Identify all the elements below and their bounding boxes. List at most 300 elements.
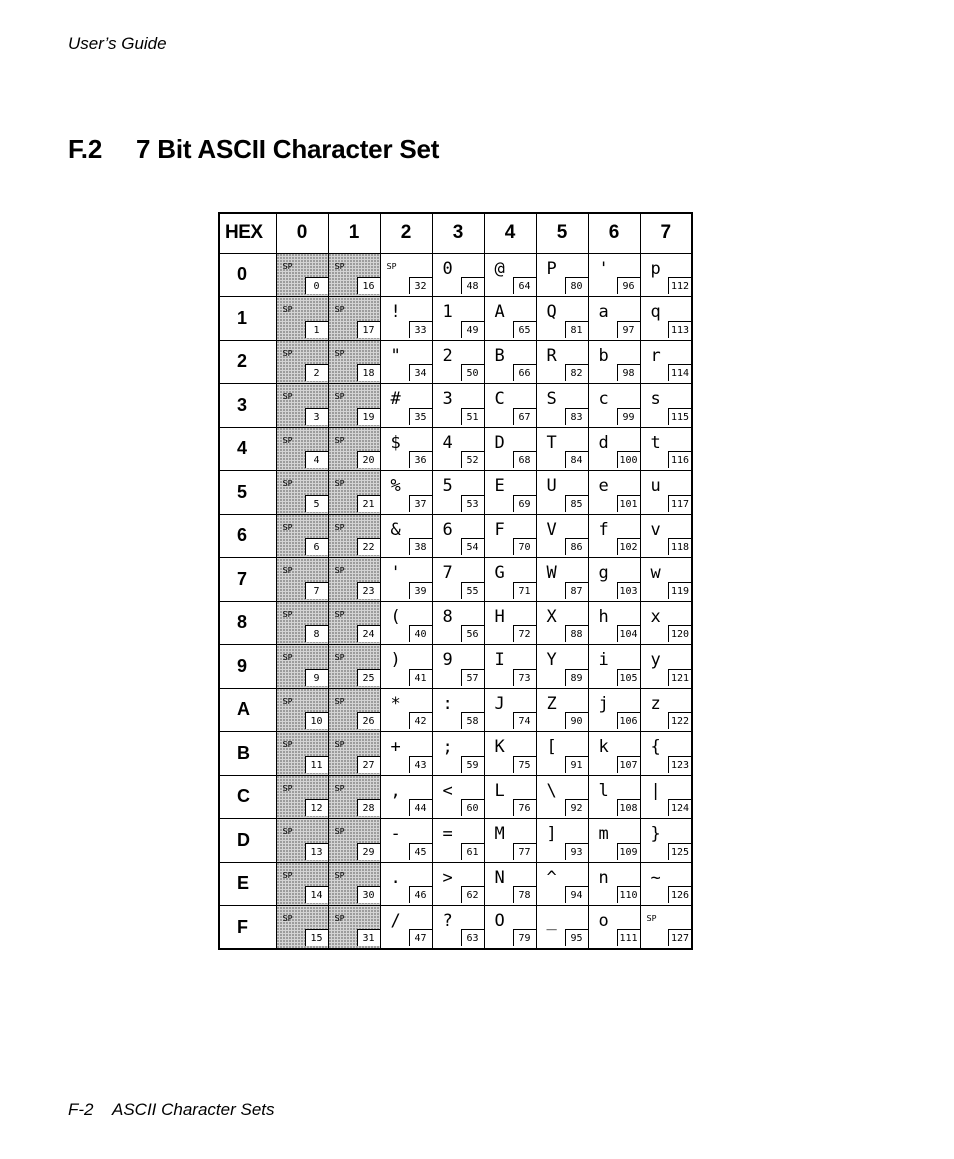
decimal-code-box: 109 (617, 843, 640, 860)
char-cell (432, 514, 484, 558)
char-glyph: ~ (650, 867, 661, 888)
char-glyph: _ (546, 911, 557, 931)
decimal-code-box: 34 (409, 364, 432, 381)
decimal-code-box: 66 (513, 364, 536, 381)
char-cell (328, 514, 380, 558)
char-cell (432, 427, 484, 471)
decimal-code-box: 92 (565, 799, 588, 816)
char-glyph: y (650, 650, 661, 670)
char-cell (484, 819, 536, 863)
decimal-code-box: 62 (461, 886, 484, 903)
char-cell (432, 775, 484, 819)
char-cell (380, 340, 432, 384)
decimal-code-box: 35 (409, 408, 432, 425)
char-cell (276, 253, 328, 297)
char-cell (276, 427, 328, 471)
decimal-code-box: 9 (305, 669, 328, 686)
page-number: F-2 (68, 1100, 94, 1119)
char-cell (328, 384, 380, 428)
char-glyph: v (650, 519, 661, 540)
decimal-code-box: 87 (565, 582, 588, 599)
char-cell (588, 340, 640, 384)
table-row (219, 645, 692, 689)
char-glyph: W (546, 563, 557, 583)
char-cell (380, 514, 432, 558)
char-glyph: SP (334, 522, 345, 532)
char-cell (588, 819, 640, 863)
char-glyph: L (494, 780, 505, 801)
char-glyph: SP (334, 261, 345, 271)
decimal-code-box: 83 (565, 408, 588, 425)
char-cell (640, 775, 692, 819)
char-cell (380, 601, 432, 645)
char-cell (484, 645, 536, 689)
column-header-6: 6 (588, 213, 640, 253)
table-row (219, 427, 692, 471)
char-cell (432, 819, 484, 863)
decimal-code-box: 31 (357, 929, 380, 946)
decimal-code-box: 76 (513, 799, 536, 816)
table-row (219, 688, 692, 732)
decimal-code-box: 53 (461, 495, 484, 512)
column-header-2: 2 (380, 213, 432, 253)
decimal-code-box: 6 (305, 538, 328, 555)
char-glyph: P (546, 258, 557, 279)
char-cell (328, 427, 380, 471)
char-glyph: ' (390, 563, 401, 583)
char-glyph: SP (334, 348, 345, 358)
char-cell (588, 732, 640, 776)
decimal-code-box: 95 (565, 929, 588, 946)
section-title: 7 Bit ASCII Character Set (136, 134, 440, 164)
char-glyph: B (494, 345, 505, 366)
decimal-code-box: 14 (305, 886, 328, 903)
char-cell (640, 601, 692, 645)
decimal-code-box: 126 (668, 886, 691, 903)
char-glyph: d (598, 432, 609, 453)
decimal-code-box: 33 (409, 321, 432, 338)
decimal-code-box: 102 (617, 538, 640, 555)
char-cell (536, 732, 588, 776)
decimal-code-box: 7 (305, 582, 328, 599)
decimal-code-box: 29 (357, 843, 380, 860)
decimal-code-box: 4 (305, 451, 328, 468)
char-cell (328, 253, 380, 297)
decimal-code-box: 101 (617, 495, 640, 512)
decimal-code-box: 32 (409, 277, 432, 294)
char-glyph: SP (282, 522, 293, 532)
char-cell (484, 906, 536, 950)
char-cell (380, 906, 432, 950)
char-glyph: N (494, 867, 505, 888)
char-cell (276, 862, 328, 906)
char-glyph: K (494, 737, 505, 757)
char-glyph: O (494, 911, 505, 931)
char-cell (484, 471, 536, 515)
char-glyph: h (598, 606, 609, 627)
char-cell (536, 819, 588, 863)
char-cell (536, 253, 588, 297)
decimal-code-box: 79 (513, 929, 536, 946)
char-glyph: T (546, 432, 557, 453)
decimal-code-box: 22 (357, 538, 380, 555)
char-cell (588, 601, 640, 645)
decimal-code-box: 121 (668, 669, 691, 686)
char-glyph: SP (334, 566, 345, 575)
char-glyph: p (650, 258, 661, 279)
table-row (219, 384, 692, 428)
decimal-code-box: 82 (565, 364, 588, 381)
row-header-9: 9 (219, 645, 276, 689)
row-header-0: 0 (219, 253, 276, 297)
decimal-code-box: 38 (409, 538, 432, 555)
decimal-code-box: 1 (305, 321, 328, 338)
decimal-code-box: 73 (513, 669, 536, 686)
decimal-code-box: 49 (461, 321, 484, 338)
decimal-code-box: 26 (357, 712, 380, 729)
decimal-code-box: 124 (668, 799, 691, 816)
decimal-code-box: 122 (668, 712, 691, 729)
decimal-code-box: 100 (617, 451, 640, 468)
decimal-code-box: 116 (668, 451, 691, 468)
char-cell (536, 340, 588, 384)
decimal-code-box: 21 (357, 495, 380, 512)
char-glyph: S (546, 389, 557, 409)
row-header-8: 8 (219, 601, 276, 645)
table-row (219, 471, 692, 515)
char-cell (432, 688, 484, 732)
char-cell (380, 775, 432, 819)
char-cell (432, 340, 484, 384)
decimal-code-box: 37 (409, 495, 432, 512)
decimal-code-box: 103 (617, 582, 640, 599)
char-glyph: * (390, 693, 401, 714)
char-glyph: SP (282, 696, 293, 706)
char-cell (328, 819, 380, 863)
char-cell (276, 384, 328, 428)
decimal-code-box: 12 (305, 799, 328, 816)
decimal-code-box: 88 (565, 625, 588, 642)
column-header-7: 7 (640, 213, 692, 253)
table-row (219, 732, 692, 776)
decimal-code-box: 11 (305, 756, 328, 773)
char-glyph: SP (282, 348, 293, 358)
decimal-code-box: 58 (461, 712, 484, 729)
column-header-1: 1 (328, 213, 380, 253)
decimal-code-box: 39 (409, 582, 432, 599)
char-cell (484, 253, 536, 297)
char-glyph: SP (334, 827, 345, 836)
char-glyph: t (650, 432, 661, 453)
char-glyph: 3 (442, 389, 453, 409)
running-header: User’s Guide (68, 34, 167, 53)
char-cell (328, 471, 380, 515)
decimal-code-box: 117 (668, 495, 691, 512)
char-glyph: SP (646, 914, 657, 923)
char-cell (588, 558, 640, 602)
decimal-code-box: 46 (409, 886, 432, 903)
table-row (219, 514, 692, 558)
char-glyph: @ (494, 258, 505, 279)
decimal-code-box: 115 (668, 408, 691, 425)
decimal-code-box: 10 (305, 712, 328, 729)
char-glyph: ' (598, 258, 609, 279)
char-glyph: o (598, 911, 609, 931)
char-glyph: U (546, 476, 557, 496)
page-footer (68, 1100, 275, 1120)
decimal-code-box: 54 (461, 538, 484, 555)
decimal-code-box: 5 (305, 495, 328, 512)
char-cell (380, 688, 432, 732)
row-header-E: E (219, 862, 276, 906)
decimal-code-box: 61 (461, 843, 484, 860)
decimal-code-box: 42 (409, 712, 432, 729)
decimal-code-box: 3 (305, 408, 328, 425)
decimal-code-box: 59 (461, 756, 484, 773)
char-cell (276, 645, 328, 689)
decimal-code-box: 125 (668, 843, 691, 860)
char-glyph: 1 (442, 302, 453, 322)
decimal-code-box: 85 (565, 495, 588, 512)
char-glyph: m (598, 824, 609, 844)
decimal-code-box: 74 (513, 712, 536, 729)
char-glyph: A (494, 302, 505, 322)
char-glyph: > (442, 867, 453, 888)
char-glyph: SP (282, 609, 293, 619)
char-glyph: R (546, 345, 557, 366)
decimal-code-box: 64 (513, 277, 536, 294)
char-cell (640, 688, 692, 732)
decimal-code-box: 112 (668, 277, 691, 294)
char-glyph: SP (334, 696, 345, 706)
char-glyph: / (390, 911, 401, 931)
table-row (219, 862, 692, 906)
char-glyph: b (598, 345, 609, 366)
decimal-code-box: 127 (668, 929, 691, 946)
char-cell (328, 340, 380, 384)
decimal-code-box: 80 (565, 277, 588, 294)
decimal-code-box: 96 (617, 277, 640, 294)
char-cell (484, 340, 536, 384)
char-glyph: SP (334, 435, 345, 445)
char-cell (640, 514, 692, 558)
decimal-code-box: 45 (409, 843, 432, 860)
row-header-F: F (219, 906, 276, 950)
char-cell (328, 297, 380, 341)
char-glyph: ( (390, 606, 401, 627)
char-cell (276, 297, 328, 341)
char-glyph: SP (282, 783, 293, 793)
char-glyph: SP (282, 740, 293, 749)
decimal-code-box: 77 (513, 843, 536, 860)
column-header-4: 4 (484, 213, 536, 253)
section-heading (68, 134, 439, 165)
decimal-code-box: 113 (668, 321, 691, 338)
char-cell (484, 384, 536, 428)
char-glyph: E (494, 476, 505, 496)
char-glyph: a (598, 302, 609, 322)
char-cell (432, 253, 484, 297)
decimal-code-box: 94 (565, 886, 588, 903)
decimal-code-box: 86 (565, 538, 588, 555)
decimal-code-box: 67 (513, 408, 536, 425)
row-header-A: A (219, 688, 276, 732)
decimal-code-box: 89 (565, 669, 588, 686)
char-glyph: i (598, 650, 609, 670)
char-glyph: SP (282, 653, 293, 662)
decimal-code-box: 120 (668, 625, 691, 642)
char-cell (536, 906, 588, 950)
char-glyph: 0 (442, 258, 453, 279)
column-header-0: 0 (276, 213, 328, 253)
char-glyph: . (390, 867, 401, 888)
char-cell (588, 514, 640, 558)
decimal-code-box: 27 (357, 756, 380, 773)
decimal-code-box: 75 (513, 756, 536, 773)
char-cell (588, 688, 640, 732)
char-cell (640, 645, 692, 689)
char-cell (380, 384, 432, 428)
char-glyph: [ (546, 737, 557, 757)
char-cell (588, 253, 640, 297)
char-glyph: % (390, 476, 401, 496)
decimal-code-box: 114 (668, 364, 691, 381)
char-glyph: w (650, 563, 661, 583)
char-cell (536, 297, 588, 341)
char-glyph: , (390, 780, 401, 801)
decimal-code-box: 110 (617, 886, 640, 903)
char-cell (276, 775, 328, 819)
char-glyph: 6 (442, 519, 453, 540)
row-header-3: 3 (219, 384, 276, 428)
char-cell (536, 384, 588, 428)
decimal-code-box: 28 (357, 799, 380, 816)
char-cell (276, 732, 328, 776)
char-cell (640, 732, 692, 776)
char-cell (536, 427, 588, 471)
char-glyph: 2 (442, 345, 453, 366)
decimal-code-box: 16 (357, 277, 380, 294)
char-glyph: 7 (442, 563, 453, 583)
char-cell (484, 558, 536, 602)
char-cell (536, 558, 588, 602)
decimal-code-box: 8 (305, 625, 328, 642)
char-cell (588, 427, 640, 471)
char-glyph: SP (282, 392, 293, 401)
char-cell (588, 775, 640, 819)
char-glyph: H (494, 606, 505, 627)
char-cell (432, 601, 484, 645)
char-glyph: " (390, 345, 401, 366)
char-glyph: { (650, 737, 661, 757)
row-header-C: C (219, 775, 276, 819)
char-cell (380, 819, 432, 863)
decimal-code-box: 70 (513, 538, 536, 555)
char-cell (484, 732, 536, 776)
char-cell (536, 601, 588, 645)
char-cell (536, 471, 588, 515)
char-cell (432, 862, 484, 906)
decimal-code-box: 41 (409, 669, 432, 686)
char-cell (432, 297, 484, 341)
char-glyph: s (650, 389, 661, 409)
char-cell (328, 688, 380, 732)
char-glyph: n (598, 867, 609, 888)
decimal-code-box: 55 (461, 582, 484, 599)
char-cell (276, 471, 328, 515)
char-cell (432, 558, 484, 602)
row-header-6: 6 (219, 514, 276, 558)
char-cell (588, 297, 640, 341)
char-cell (536, 775, 588, 819)
char-cell (640, 471, 692, 515)
char-glyph: \ (546, 780, 557, 801)
char-glyph: q (650, 302, 661, 322)
char-glyph: SP (282, 914, 293, 923)
decimal-code-box: 91 (565, 756, 588, 773)
char-glyph: u (650, 476, 661, 496)
char-glyph: # (390, 389, 401, 409)
char-cell (328, 732, 380, 776)
decimal-code-box: 90 (565, 712, 588, 729)
char-cell (640, 297, 692, 341)
decimal-code-box: 51 (461, 408, 484, 425)
char-glyph: ? (442, 911, 453, 931)
char-cell (380, 645, 432, 689)
char-glyph: G (494, 563, 505, 583)
row-header-5: 5 (219, 471, 276, 515)
char-cell (380, 732, 432, 776)
row-header-7: 7 (219, 558, 276, 602)
decimal-code-box: 99 (617, 408, 640, 425)
table-row (219, 906, 692, 950)
char-cell (588, 862, 640, 906)
decimal-code-box: 13 (305, 843, 328, 860)
decimal-code-box: 97 (617, 321, 640, 338)
decimal-code-box: 2 (305, 364, 328, 381)
table-row (219, 558, 692, 602)
char-glyph: SP (334, 870, 345, 880)
decimal-code-box: 107 (617, 756, 640, 773)
char-glyph: SP (334, 392, 345, 401)
char-glyph: 8 (442, 606, 453, 627)
decimal-code-box: 30 (357, 886, 380, 903)
char-glyph: V (546, 519, 557, 540)
decimal-code-box: 118 (668, 538, 691, 555)
char-glyph: $ (390, 432, 401, 453)
char-glyph: SP (334, 479, 345, 488)
char-glyph: g (598, 563, 609, 583)
char-cell (276, 514, 328, 558)
char-cell (588, 384, 640, 428)
decimal-code-box: 106 (617, 712, 640, 729)
char-cell (380, 297, 432, 341)
char-cell (588, 645, 640, 689)
char-cell (328, 558, 380, 602)
char-glyph: k (598, 737, 609, 757)
char-cell (276, 819, 328, 863)
char-glyph: SP (282, 261, 293, 271)
char-cell (328, 862, 380, 906)
row-header-B: B (219, 732, 276, 776)
char-cell (380, 471, 432, 515)
char-glyph: : (442, 693, 453, 714)
char-glyph: X (546, 606, 557, 627)
table-row (219, 819, 692, 863)
ascii-table-container (218, 212, 693, 950)
decimal-code-box: 24 (357, 625, 380, 642)
char-glyph: 9 (442, 650, 453, 670)
